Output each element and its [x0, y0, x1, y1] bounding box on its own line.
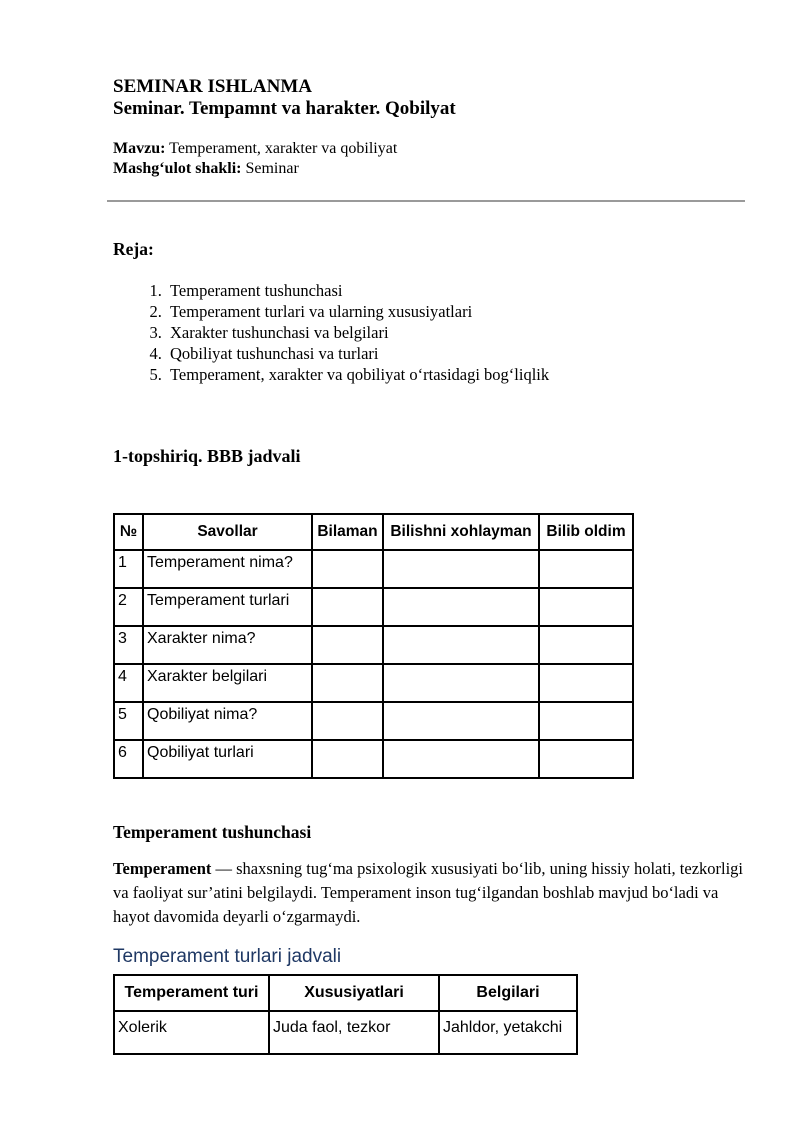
bbb-cell-question: Temperament turlari — [143, 588, 312, 626]
plan-item-3: 3. Xarakter tushunchasi va belgilari — [166, 322, 745, 343]
types-header-row — [114, 975, 577, 1011]
bbb-cell-question: Qobiliyat turlari — [143, 740, 312, 778]
doc-title-line1: SEMINAR ISHLANMA — [113, 76, 312, 97]
bbb-cell-question: Xarakter nima? — [143, 626, 312, 664]
bbb-cell-num: 5 — [114, 702, 143, 740]
bbb-row-2 — [114, 588, 633, 626]
meta-line-topic — [113, 139, 745, 159]
bbb-cell-learned — [539, 550, 633, 588]
bbb-cell-know — [312, 626, 383, 664]
bbb-cell-want — [383, 550, 539, 588]
types-row-1 — [114, 1011, 577, 1054]
paragraph-lead-word: Temperament — [113, 859, 212, 878]
meta-format-label: Mashg‘ulot shakli: — [113, 159, 242, 177]
bbb-header-want-to-know: Bilishni xohlayman — [383, 514, 539, 550]
plan-item-4: 4. Qobiliyat tushunchasi va turlari — [166, 343, 745, 364]
bbb-cell-want — [383, 626, 539, 664]
bbb-table — [113, 513, 634, 779]
bbb-cell-want — [383, 740, 539, 778]
document-content — [113, 0, 745, 1055]
bbb-cell-want — [383, 588, 539, 626]
types-header-type: Temperament turi — [114, 975, 269, 1011]
bbb-cell-learned — [539, 626, 633, 664]
meta-block — [113, 139, 745, 178]
types-cell-type: Xolerik — [114, 1011, 269, 1054]
meta-line-format — [113, 159, 745, 179]
meta-format-value: Seminar — [245, 159, 299, 177]
bbb-cell-know — [312, 588, 383, 626]
bbb-header-questions: Savollar — [143, 514, 312, 550]
bbb-header-know: Bilaman — [312, 514, 383, 550]
bbb-row-3 — [114, 626, 633, 664]
bbb-cell-num: 2 — [114, 588, 143, 626]
bbb-cell-question: Xarakter belgilari — [143, 664, 312, 702]
bbb-cell-question: Qobiliyat nima? — [143, 702, 312, 740]
title-block — [113, 76, 745, 120]
meta-topic-value: Temperament, xarakter va qobiliyat — [169, 140, 398, 157]
bbb-cell-question: Temperament nima? — [143, 550, 312, 588]
plan-item-2: 2. Temperament turlari va ularning xususiyatlari — [166, 301, 745, 322]
section-heading-temperament: Temperament tushunchasi — [113, 822, 312, 842]
meta-topic-label: Mavzu: — [113, 140, 166, 157]
bbb-cell-know — [312, 550, 383, 588]
types-cell-signs: Jahldor, yetakchi — [439, 1011, 577, 1054]
plan-list — [113, 280, 745, 385]
bbb-cell-know — [312, 702, 383, 740]
task-heading: 1-topshiriq. BBB jadvali — [113, 446, 301, 466]
horizontal-divider — [107, 200, 745, 202]
plan-heading: Reja: — [113, 239, 154, 259]
bbb-cell-learned — [539, 664, 633, 702]
bbb-cell-num: 1 — [114, 550, 143, 588]
bbb-row-6 — [114, 740, 633, 778]
bbb-row-5 — [114, 702, 633, 740]
temperament-types-table — [113, 974, 578, 1055]
types-header-signs: Belgilari — [439, 975, 577, 1011]
plan-item-5: 5. Temperament, xarakter va qobiliyat o‘rtasidagi bog‘liqlik — [166, 364, 745, 385]
plan-item-1: 1. Temperament tushunchasi — [166, 280, 745, 301]
bbb-row-4 — [114, 664, 633, 702]
bbb-cell-learned — [539, 740, 633, 778]
doc-title-line2: Seminar. Tempamnt va harakter. Qobilyat — [113, 98, 456, 119]
temperament-definition-paragraph — [113, 857, 745, 929]
bbb-header-row — [114, 514, 633, 550]
bbb-cell-know — [312, 740, 383, 778]
bbb-cell-know — [312, 664, 383, 702]
types-table-heading: Temperament turlari jadvali — [113, 946, 342, 967]
bbb-cell-learned — [539, 702, 633, 740]
types-header-characteristics: Xususiyatlari — [269, 975, 439, 1011]
bbb-cell-num: 3 — [114, 626, 143, 664]
bbb-cell-learned — [539, 588, 633, 626]
bbb-header-learned: Bilib oldim — [539, 514, 633, 550]
bbb-cell-num: 6 — [114, 740, 143, 778]
bbb-header-number: № — [114, 514, 143, 550]
bbb-cell-want — [383, 702, 539, 740]
bbb-cell-want — [383, 664, 539, 702]
paragraph-body-text: — shaxsning tug‘ma psixologik xususiyati bo‘lib, uning hissiy holati, tezkorligi va faoliyat sur’atini belgilaydi. Temperament inson tug‘ilgandan boshlab mavjud bo‘ladi va hayot davomida deyarli o‘zgarmaydi. — [113, 859, 744, 926]
bbb-row-1 — [114, 550, 633, 588]
types-cell-characteristics: Juda faol, tezkor — [269, 1011, 439, 1054]
bbb-cell-num: 4 — [114, 664, 143, 702]
